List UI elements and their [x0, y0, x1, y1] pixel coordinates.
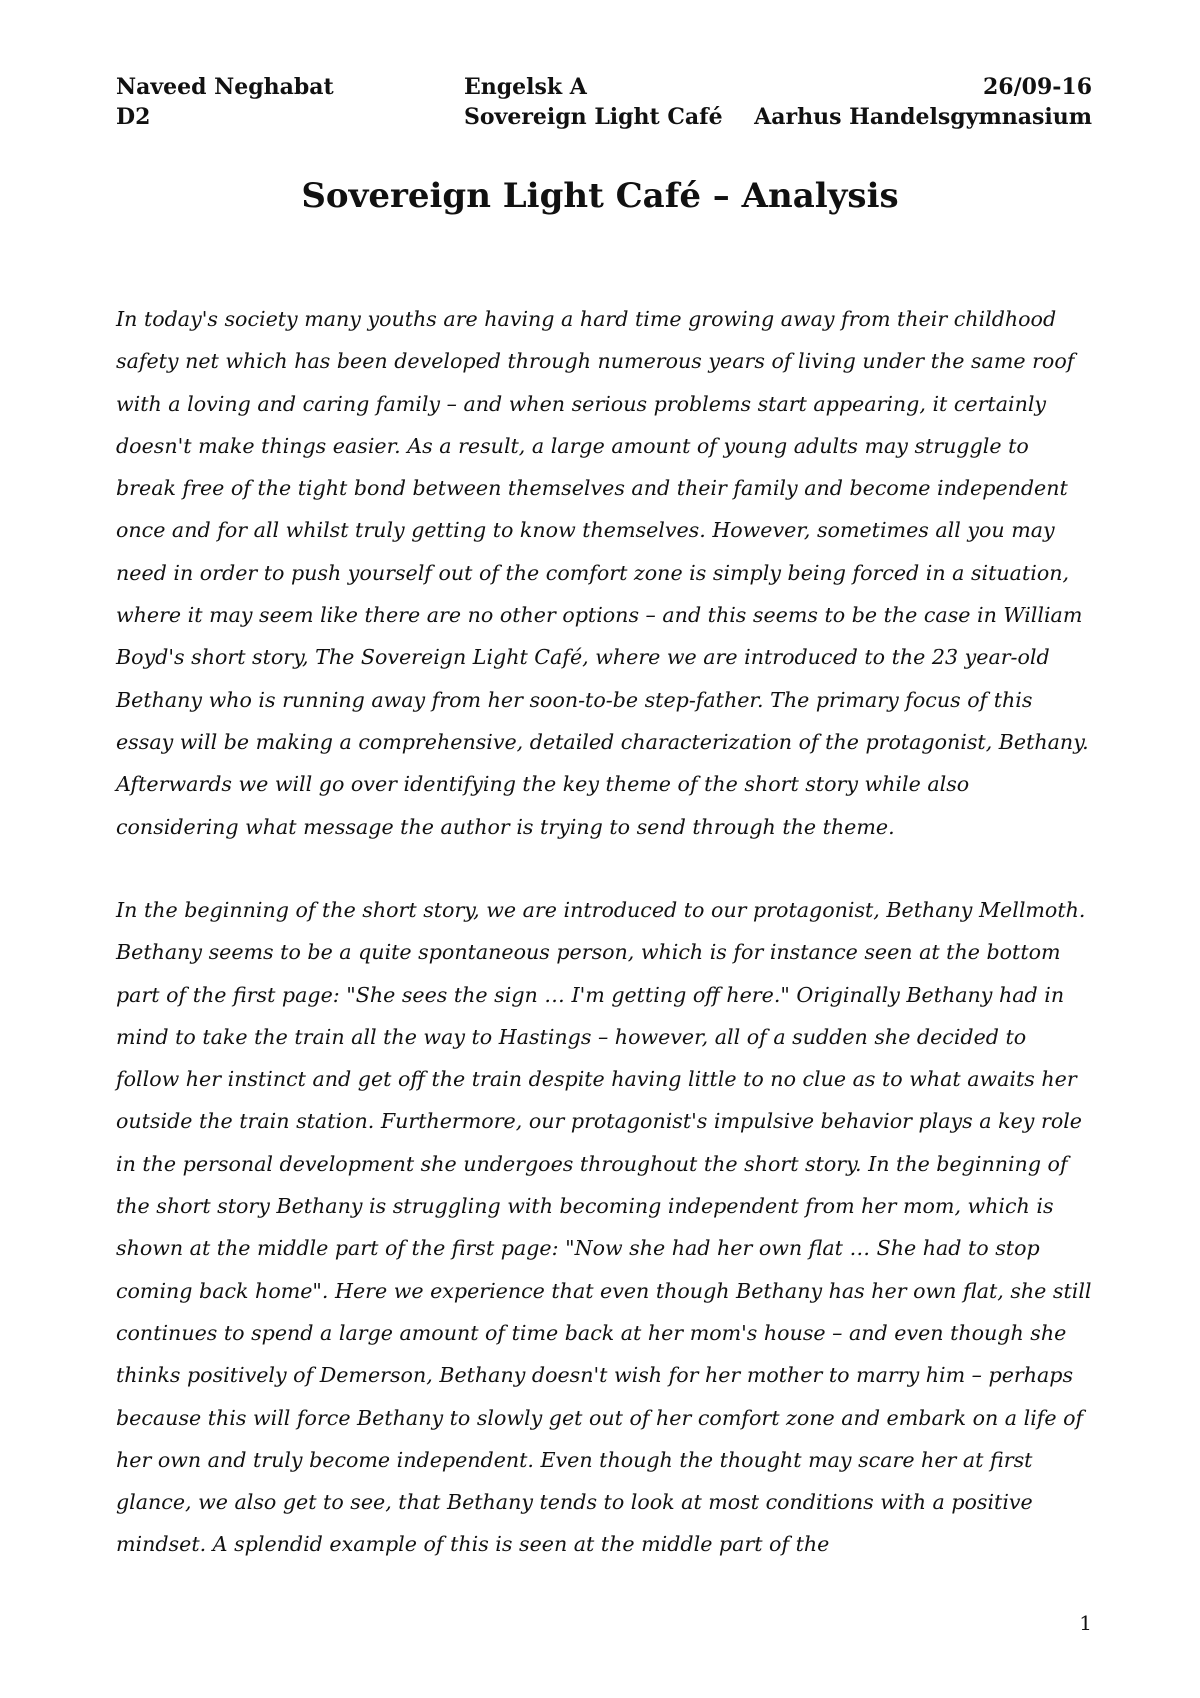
header-school: Aarhus Handelsgymnasium — [754, 104, 1092, 130]
page-number: 1 — [1079, 1611, 1092, 1635]
header-author: Naveed Neghabat — [116, 74, 334, 100]
paragraph-characterization: In the beginning of the short story, we are introduced to our protagonist, Bethany Mellmoth. Bethany seems to be a quite spontaneous person, which is for instance seen at the bottom part of the first page: "She sees the sign … I'm getting off here." Originally Bethany had in mind to take the train all the way to Hastings – however, all of a sudden she decided to follow her instinct and get off the train despite having little to no clue as to what awaits her outside the train station. Furthermore, our protagonist's impulsive behavior plays a key role in the personal development she undergoes throughout the short story. In the beginning of the short story Bethany is struggling with becoming independent from her mom, which is shown at the middle part of the first page: "Now she had her own flat … She had to stop coming back home". Here we experience that even though Bethany has her own flat, she still continues to spend a large amount of time back at her mom's house – and even though she thinks positively of Demerson, Bethany doesn't wish for her mother to marry him – perhaps because this will force Bethany to slowly get out of her comfort zone and embark on a life of her own and truly become independent. Even though the thought may scare her at first glance, we also get to see, that Bethany tends to look at most conditions with a positive mindset. A splendid example of this is seen at the middle part of the — [116, 898, 1092, 1557]
header-row-2 — [116, 102, 1092, 132]
header-subject: Engelsk A — [464, 74, 587, 100]
header-class: D2 — [116, 104, 151, 130]
page-title: Sovereign Light Café – Analysis — [301, 176, 899, 216]
document-header — [116, 72, 1092, 132]
header-topic: Sovereign Light Café — [464, 104, 723, 130]
paragraph-introduction: In today's society many youths are having a hard time growing away from their childhood safety net which has been developed through numerous years of living under the same roof with a loving and caring family – and when serious problems start appearing, it certainly doesn't make things easier. As a result, a large amount of young adults may struggle to break free of the tight bond between themselves and their family and become independent once and for all whilst truly getting to know themselves. However, sometimes all you may need in order to push yourself out of the comfort zone is simply being forced in a situation, where it may seem like there are no other options – and this seems to be the case in William Boyd's short story, The Sovereign Light Café, where we are introduced to the 23 year-old Bethany who is running away from her soon-to-be step-father. The primary focus of this essay will be making a comprehensive, detailed characterization of the protagonist, Bethany. Afterwards we will go over identifying the key theme of the short story while also considering what message the author is trying to send through the theme. — [116, 307, 1089, 839]
header-date: 26/09-16 — [982, 74, 1092, 100]
header-row-1 — [116, 72, 1092, 102]
